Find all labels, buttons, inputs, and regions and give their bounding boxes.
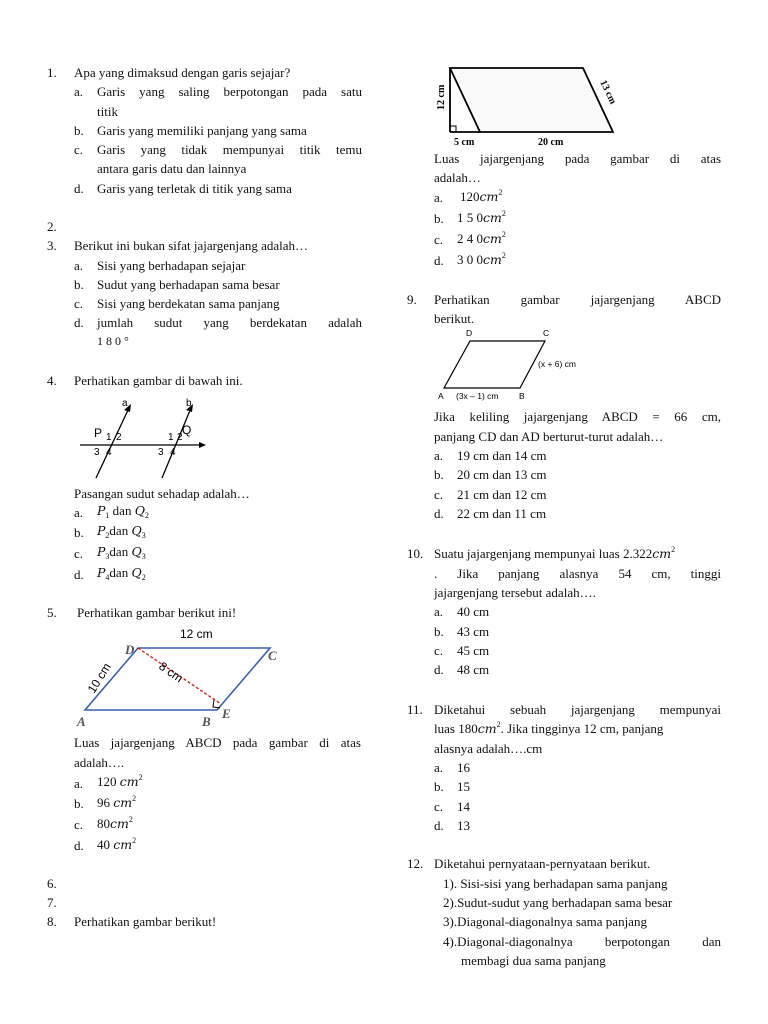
fig-q-angle-1: 1	[168, 432, 174, 443]
fig5-label-a: A	[77, 714, 86, 729]
q5-text: Perhatikan gambar berikut ini!	[77, 605, 237, 620]
q4-option-c: $P_3dan$ $Q_3$	[97, 544, 146, 561]
fig8-label-slant: 13 cm	[597, 78, 619, 107]
fig-q-angle-4: 4	[170, 447, 176, 458]
q7-number: 7.	[47, 895, 57, 910]
q1-option-b-letter: b.	[74, 123, 84, 138]
q5-option-c-letter: c.	[74, 817, 84, 832]
q5-prompt-line1: Luas jajargenjang ABCD pada gambar di atas	[74, 735, 361, 750]
fig-label-b: b	[186, 398, 192, 409]
q5-option-c: $80cm^2$	[97, 815, 133, 831]
q10-number: 10.	[407, 546, 424, 561]
q3-option-c: Sisi yang berdekatan sama panjang	[97, 296, 280, 311]
q9-number: 9.	[407, 292, 417, 307]
q4-number: 4.	[47, 373, 57, 388]
q4-option-c-letter: c.	[74, 546, 84, 561]
q5-option-a: 120 $cm^2$	[97, 773, 143, 789]
fig8-label-height: 12 cm	[436, 84, 447, 110]
q4-option-a-letter: a.	[74, 505, 84, 520]
q11-option-a: 16	[457, 760, 470, 775]
q2-number: 2.	[47, 219, 57, 234]
q8-option-b: 1 5 $0cm^2$	[457, 209, 506, 225]
q1-option-a-line2: titik	[97, 104, 118, 119]
fig5-label-top: 12 cm	[180, 627, 213, 641]
q3-number: 3.	[47, 238, 57, 253]
q3-option-a: Sisi yang berhadapan sejajar	[97, 258, 246, 273]
parallelogram-abcd-algebra-figure	[432, 326, 592, 404]
q9-option-c: 21 cm dan 12 cm	[457, 487, 547, 502]
q11-option-c-letter: c.	[434, 799, 444, 814]
q3-option-b: Sudut yang berhadapan sama besar	[97, 277, 280, 292]
q4-text: Perhatikan gambar di bawah ini.	[74, 373, 243, 388]
q1-text: Apa yang dimaksud dengan garis sejajar?	[74, 65, 291, 80]
fig-p-angle-2: 2	[116, 432, 122, 443]
q1-option-c-line2: antara garis datu dan lainnya	[97, 161, 247, 176]
fig9-label-c: C	[543, 328, 550, 338]
q10-option-b: 43 cm	[457, 624, 490, 639]
q3-option-d-line1: jumlah sudut yang berdekatan adalah	[97, 315, 362, 330]
q12-number: 12.	[407, 856, 424, 871]
fig5-label-e: E	[222, 706, 231, 721]
q8-option-c: 2 4 $0cm^2$	[457, 230, 506, 246]
q9-text-line1: Perhatikan gambar jajargenjang ABCD	[434, 292, 721, 307]
q8-number: 8.	[47, 914, 57, 929]
q1-option-a-letter: a.	[74, 84, 84, 99]
fig5-label-diag: 8 cm	[156, 658, 186, 686]
fig-p-angle-3: 3	[94, 447, 100, 458]
q11-text-line2: luas $180cm^2$. Jika tingginya 12 cm, panjang	[434, 720, 664, 736]
q5-number: 5.	[47, 605, 57, 620]
q11-option-b-letter: b.	[434, 779, 444, 794]
q10-option-c-letter: c.	[434, 643, 444, 658]
fig5-label-c: C	[268, 648, 277, 663]
q1-option-a-line1: Garis yang saling berpotongan pada satu	[97, 84, 362, 99]
fig-q-angle-2: 2	[177, 432, 183, 443]
q4-option-a: $P_1$ dan $Q_2$	[97, 503, 149, 520]
fig5-label-side: 10 cm	[84, 660, 114, 696]
q11-option-a-letter: a.	[434, 760, 444, 775]
fig-label-p: P	[94, 426, 103, 440]
parallelogram-abcd-figure	[70, 622, 290, 730]
q11-text-line1: Diketahui sebuah jajargenjang mempunyai	[434, 702, 721, 717]
q12-statement-3: 3).Diagonal-diagonalnya sama panjang	[443, 914, 647, 929]
fig-p-angle-4: 4	[106, 447, 112, 458]
q4-option-b: $P_2dan$ $Q_3$	[97, 523, 146, 540]
fig8-label-base2: 20 cm	[538, 137, 564, 148]
q8-text: Perhatikan gambar berikut!	[74, 914, 217, 929]
q3-option-d-line2: 1 8 0 °	[97, 334, 129, 348]
q5-option-d: 40 $cm^2$	[97, 836, 137, 852]
q5-prompt-line2: adalah….	[74, 755, 125, 770]
q11-option-b: 15	[457, 779, 470, 794]
q5-option-d-letter: d.	[74, 838, 84, 853]
q9-prompt-line2: panjang CD dan AD berturut-turut adalah…	[434, 429, 664, 444]
q11-option-c: 14	[457, 799, 470, 814]
q1-option-b: Garis yang memiliki panjang yang sama	[97, 123, 307, 138]
q10-option-c: 45 cm	[457, 643, 490, 658]
q9-option-d-letter: d.	[434, 506, 444, 521]
q4-prompt: Pasangan sudut sehadap adalah…	[74, 486, 250, 501]
q10-option-d-letter: d.	[434, 662, 444, 677]
q9-option-b: 20 cm dan 13 cm	[457, 467, 547, 482]
q5-option-b: 96 $cm^2$	[97, 794, 137, 810]
q1-option-c-letter: c.	[74, 142, 84, 157]
q8-option-d: 3 0 $0cm^2$	[457, 251, 506, 267]
q12-statement-4-cont: membagi dua sama panjang	[461, 953, 606, 968]
q3-option-a-letter: a.	[74, 258, 84, 273]
q9-option-d: 22 cm dan 11 cm	[457, 506, 547, 521]
fig9-label-side: (x + 6) cm	[538, 359, 577, 369]
q8-option-a-letter: a.	[434, 190, 444, 205]
fig9-label-a: A	[438, 391, 444, 401]
q3-option-b-letter: b.	[74, 277, 84, 292]
q5-option-b-letter: b.	[74, 796, 84, 811]
fig5-label-d: D	[125, 642, 135, 657]
q10-text-line1: Suatu jajargenjang mempunyai luas $2.322cm^2$	[434, 545, 676, 561]
fig-q-angle-3: 3	[158, 447, 164, 458]
q4-option-d: $P_4dan$ $Q_2$	[97, 565, 146, 582]
q12-statement-2: 2).Sudut-sudut yang berhadapan sama besar	[443, 895, 673, 910]
q3-text: Berikut ini bukan sifat jajargenjang adalah…	[74, 238, 309, 253]
parallel-lines-figure	[74, 392, 214, 480]
q5-option-a-letter: a.	[74, 776, 84, 791]
q4-option-d-letter: d.	[74, 567, 84, 582]
q8-prompt-line1: Luas jajargenjang pada gambar di atas	[434, 151, 721, 166]
q9-option-b-letter: b.	[434, 467, 444, 482]
fig-label-q: Q	[182, 423, 192, 437]
q11-option-d-letter: d.	[434, 818, 444, 833]
q9-prompt-line1: Jika keliling jajargenjang ABCD = 66 cm,	[434, 409, 721, 424]
fig9-label-d: D	[466, 328, 473, 338]
q11-number: 11.	[407, 702, 423, 717]
q3-option-c-letter: c.	[74, 296, 84, 311]
q12-statement-1: 1). Sisi-sisi yang berhadapan sama panjang	[443, 876, 668, 891]
q9-option-a: 19 cm dan 14 cm	[457, 448, 547, 463]
q1-number: 1.	[47, 65, 57, 80]
q10-text-line3: jajargenjang tersebut adalah….	[434, 585, 596, 600]
q12-text: Diketahui pernyataan-pernyataan berikut.	[434, 856, 651, 871]
fig9-label-b: B	[519, 391, 525, 401]
q6-number: 6.	[47, 876, 57, 891]
q3-option-d-letter: d.	[74, 315, 84, 330]
q1-option-d: Garis yang terletak di titik yang sama	[97, 181, 292, 196]
q1-option-d-letter: d.	[74, 181, 84, 196]
fig5-label-b: B	[202, 714, 211, 729]
fig9-label-base: (3x – 1) cm	[456, 391, 499, 401]
q10-text-line2: . Jika panjang alasnya 54 cm, tinggi	[434, 566, 721, 581]
q10-option-a-letter: a.	[434, 604, 444, 619]
fig8-label-base1: 5 cm	[454, 137, 475, 148]
q8-option-d-letter: d.	[434, 253, 444, 268]
q8-option-b-letter: b.	[434, 211, 444, 226]
q11-text-line3: alasnya adalah….cm	[434, 741, 543, 756]
q4-option-b-letter: b.	[74, 525, 84, 540]
q11-option-d: 13	[457, 818, 470, 833]
q8-prompt-line2: adalah…	[434, 170, 481, 185]
q10-option-d: 48 cm	[457, 662, 490, 677]
q10-option-b-letter: b.	[434, 624, 444, 639]
q10-option-a: 40 cm	[457, 604, 490, 619]
q9-option-c-letter: c.	[434, 487, 444, 502]
q1-option-c-line1: Garis yang tidak mempunyai titik temu	[97, 142, 362, 157]
q12-statement-4: 4).Diagonal-diagonalnya berpotongan dan	[443, 934, 721, 949]
q8-option-c-letter: c.	[434, 232, 444, 247]
q8-option-a: $120cm^2$	[460, 188, 503, 204]
fig-p-angle-1: 1	[106, 432, 112, 443]
q9-text-line2: berikut.	[434, 311, 475, 326]
q9-option-a-letter: a.	[434, 448, 444, 463]
parallelogram-height-figure	[430, 58, 625, 148]
fig-label-a: a	[122, 398, 128, 409]
